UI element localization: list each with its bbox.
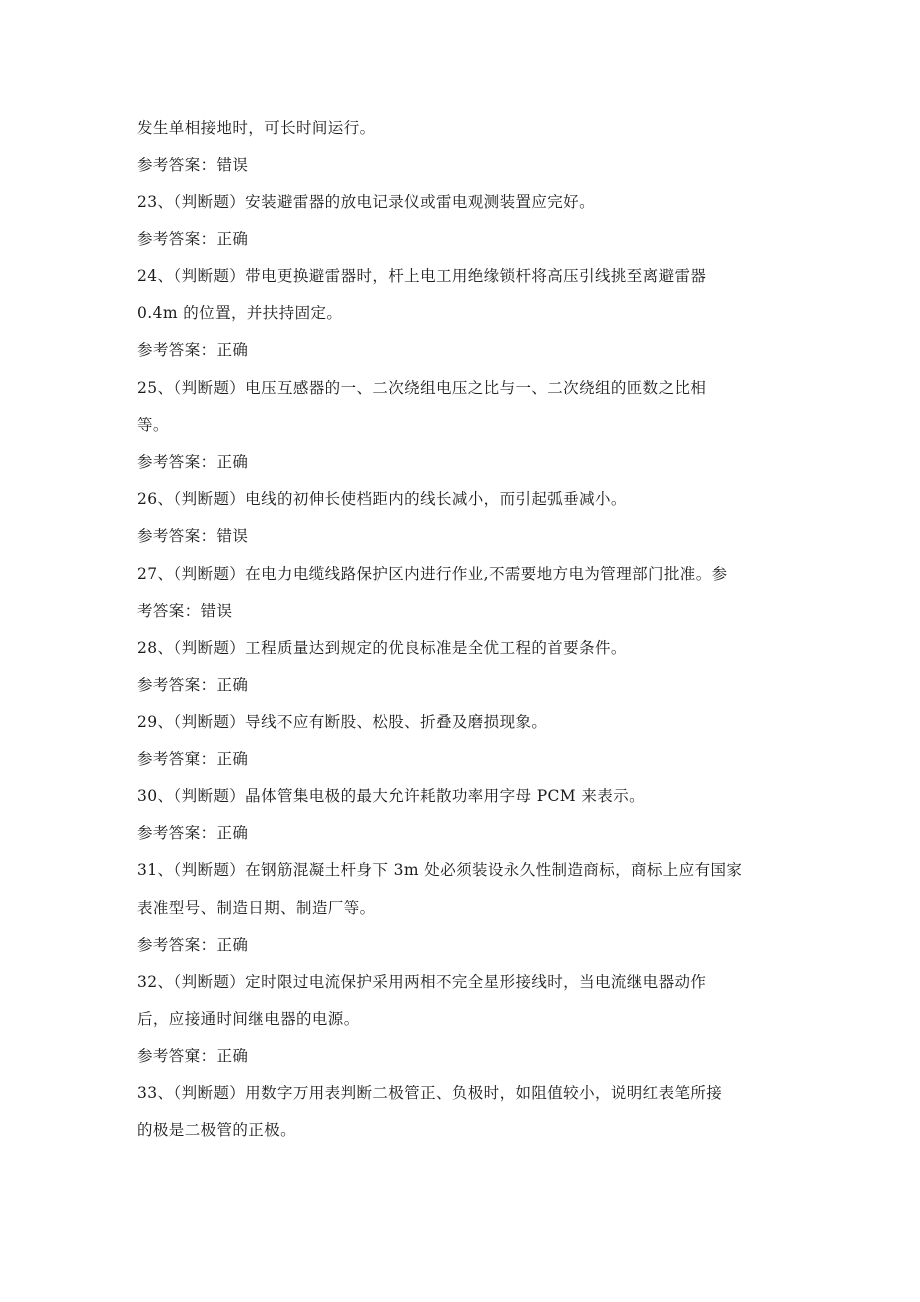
- answer-line: 参考答窠：正确: [137, 1047, 249, 1065]
- question-line: 30、（判断题）晶体管集电极的最大允许耗散功率用字母 PCM 来表示。: [137, 787, 645, 805]
- question-continuation-line: 等。: [137, 416, 169, 434]
- answer-line: 参考答案：错误: [137, 156, 249, 174]
- question-line: 23、（判断题）安装避雷器的放电记录仪或雷电观测装置应完好。: [137, 193, 595, 211]
- question-line: 25、（判断题）电压互感器的一、二次绕组电压之比与一、二次绕组的匝数之比相: [137, 379, 707, 397]
- answer-line: 参考答案：正确: [137, 676, 249, 694]
- answer-line: 参考答案：正确: [137, 824, 249, 842]
- answer-line: 参考答案：正确: [137, 453, 249, 471]
- question-continuation-line: 的极是二极管的正极。: [137, 1121, 297, 1139]
- answer-line: 参考答窠：正确: [137, 750, 249, 768]
- question-line: 32、（判断题）定时限过电流保护采用两相不完全星形接线时，当电流继电器动作: [137, 973, 707, 991]
- answer-line: 考答案：错误: [137, 602, 233, 620]
- question-continuation-line: 0.4m 的位置，并扶持固定。: [137, 304, 343, 322]
- text-line: 发生单相接地时，可长时间运行。: [137, 119, 376, 137]
- question-line: 31、（判断题）在钢筋混凝土杆身下 3m 处必须装设永久性制造商标，商标上应有国家: [137, 861, 743, 879]
- question-line: 33、（判断题）用数字万用表判断二极管正、负极时，如阻值较小，说明红表笔所接: [137, 1084, 723, 1102]
- question-line: 27、（判断题）在电力电缆线路保护区内进行作业,不需要地方电为管理部门批准。参: [137, 565, 728, 583]
- answer-line: 参考答案：正确: [137, 230, 249, 248]
- question-line: 24、（判断题）带电更换避雷器时，杆上电工用绝缘锁杆将高压引线挑至离避雷器: [137, 267, 707, 285]
- question-line: 28、（判断题）工程质量达到规定的优良标准是全优工程的首要条件。: [137, 639, 627, 657]
- answer-line: 参考答案：正确: [137, 936, 249, 954]
- answer-line: 参考答案：错误: [137, 527, 249, 545]
- answer-line: 参考答案：正确: [137, 341, 249, 359]
- question-continuation-line: 表准型号、制造日期、制造厂等。: [137, 899, 376, 917]
- question-line: 29、（判断题）导线不应有断股、松股、折叠及磨损现象。: [137, 713, 548, 731]
- question-continuation-line: 后，应接通时间继电器的电源。: [137, 1010, 360, 1028]
- question-line: 26、（判断题）电线的初伸长使档距内的线长减小，而引起弧垂减小。: [137, 490, 627, 508]
